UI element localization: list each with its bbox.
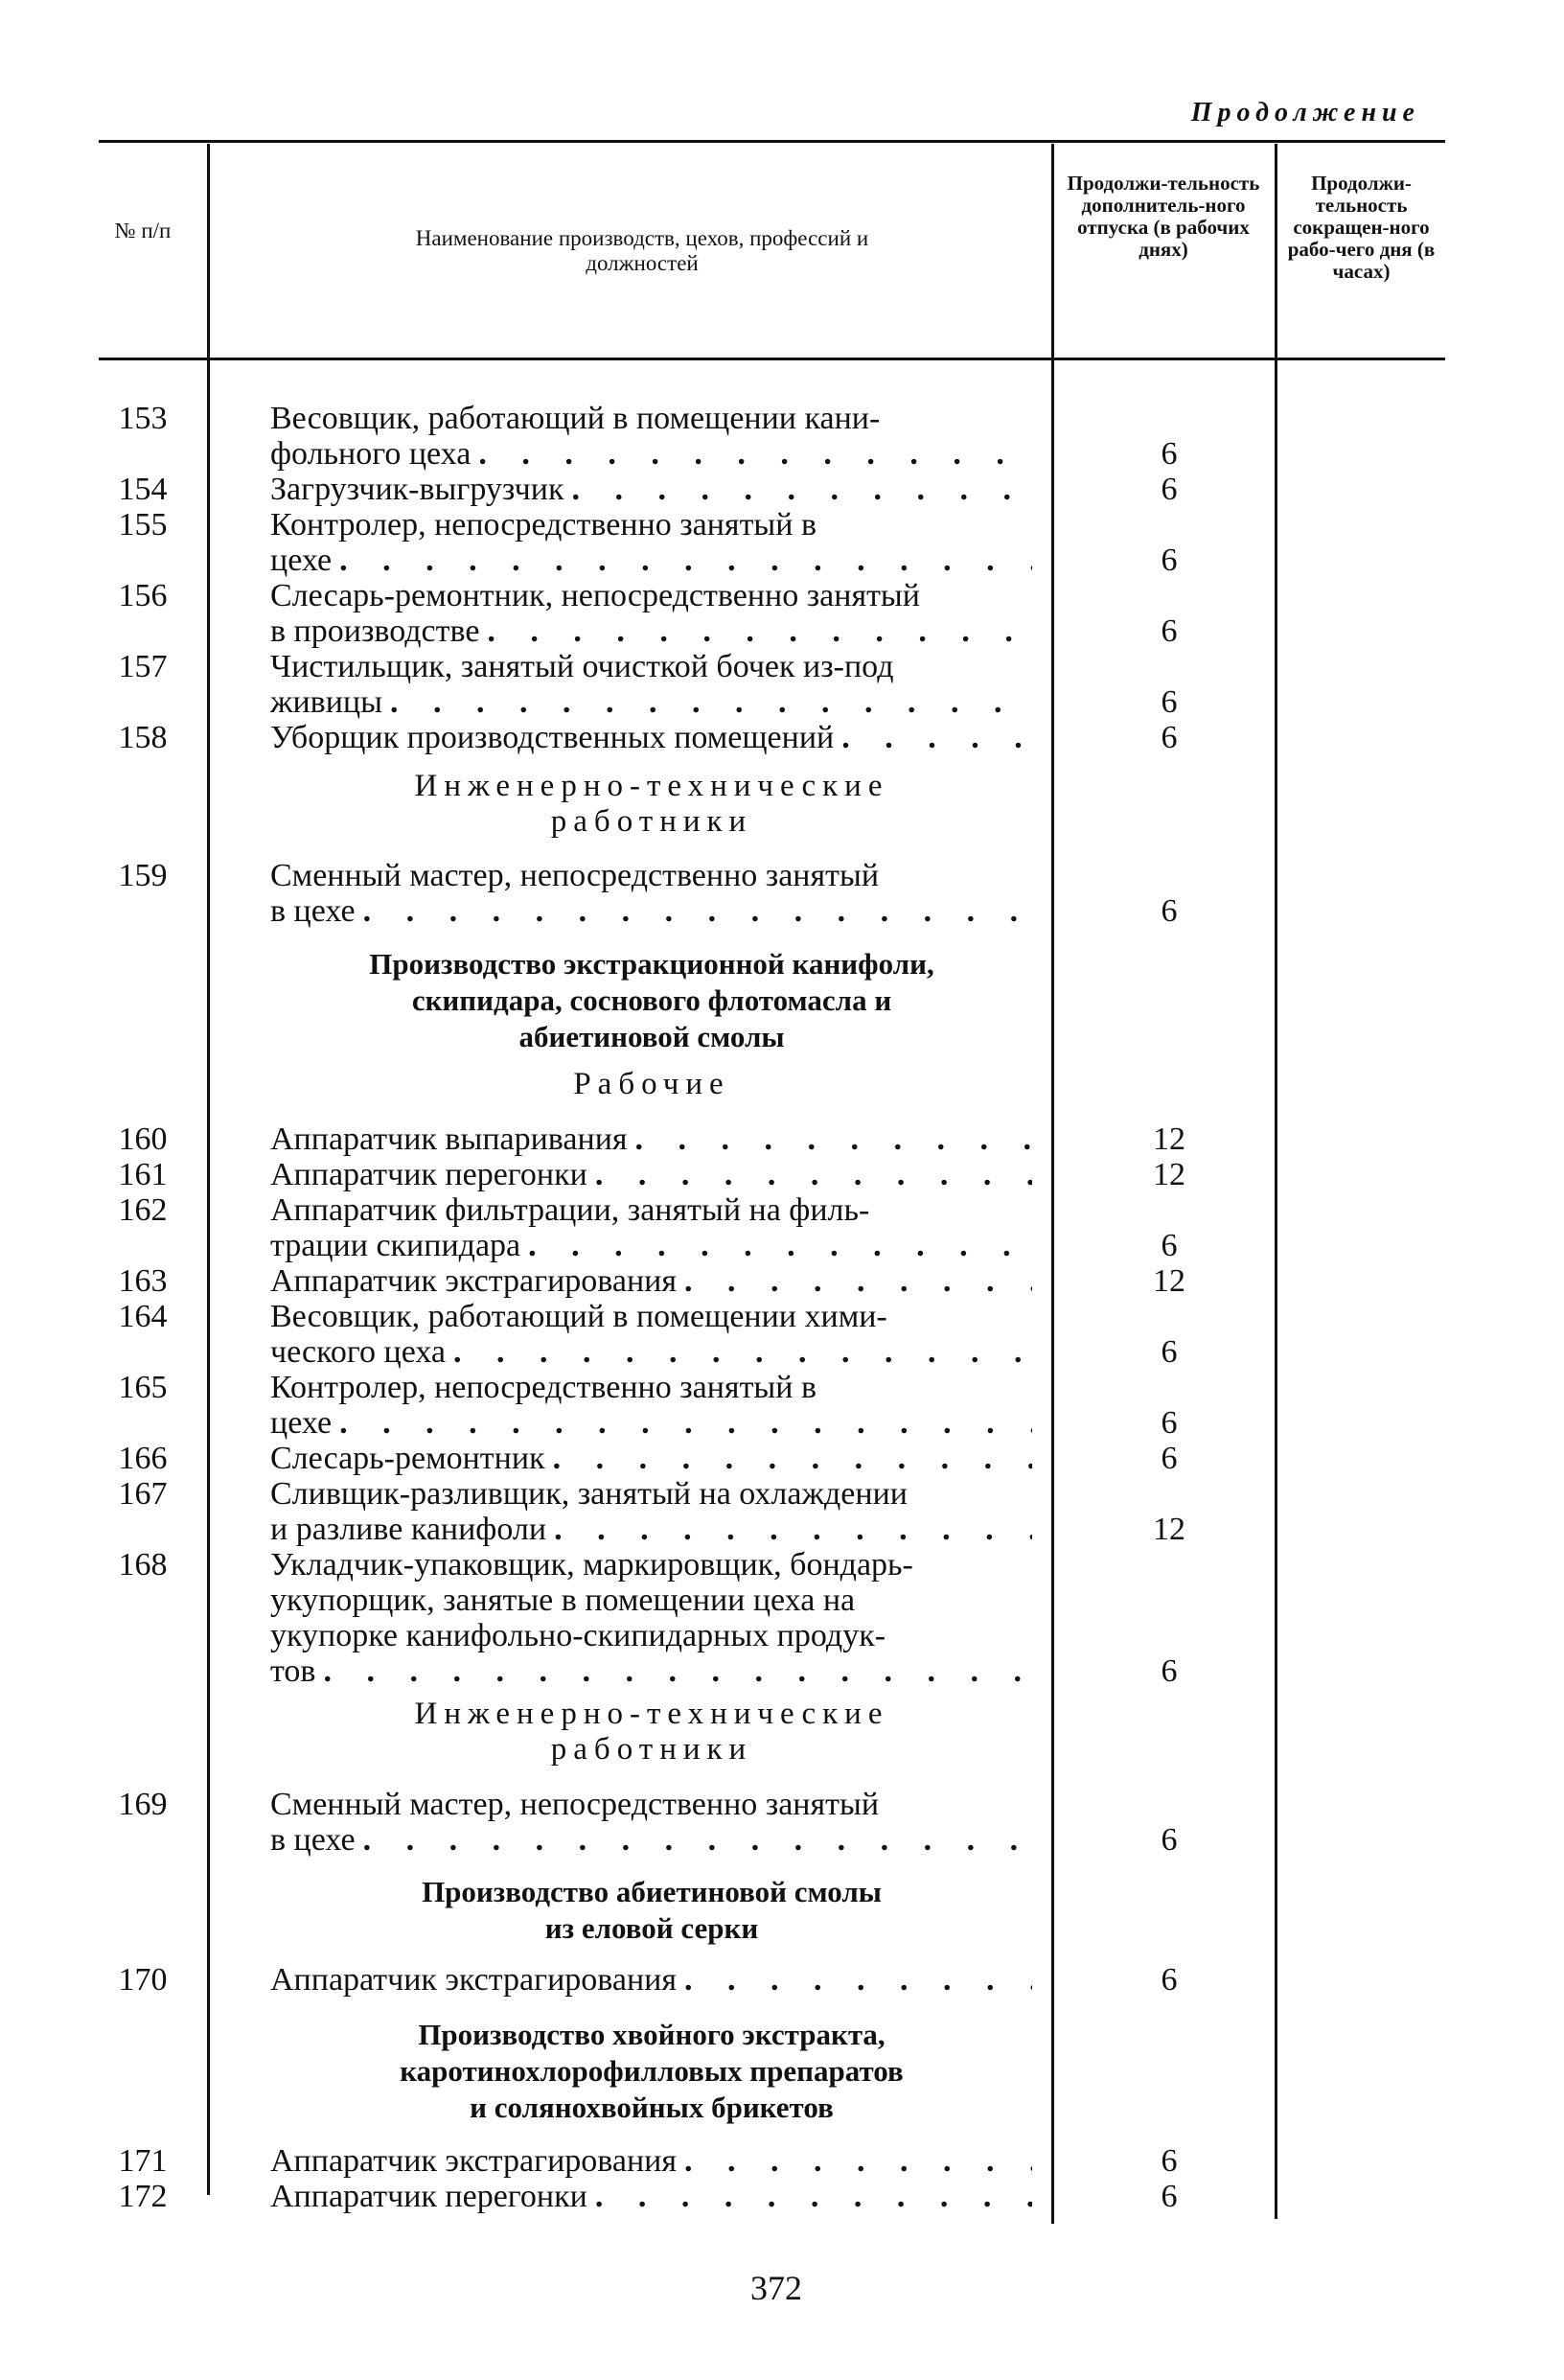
running-head: Продолжение <box>1190 98 1420 127</box>
row-name <box>270 1547 1032 1689</box>
row-number: 159 <box>118 858 168 893</box>
row-name <box>270 649 1032 720</box>
dot-leader <box>390 684 1032 720</box>
row-extra-leave-days: 6 <box>1161 1441 1178 1476</box>
row-name <box>270 1441 1032 1476</box>
row-name-line: Сменный мастер, непосредственно занятый <box>270 1787 880 1822</box>
header-col-short-day: Продолжи-тельность сокращен-ного рабо-чего дня (в часах) <box>1287 172 1436 283</box>
section-heading: скипидара, соснового флотомасла и <box>411 983 892 1017</box>
row-extra-leave-days: 6 <box>1161 613 1178 649</box>
row-number: 163 <box>118 1263 168 1299</box>
row-name-line: Контролер, непосредственно занятый в <box>270 507 817 543</box>
row-number: 154 <box>118 472 168 507</box>
row-name-line: Аппаратчик фильтрации, занятый на филь- <box>270 1192 870 1228</box>
row-name-line: Весовщик, работающий в помещении хими- <box>270 1299 887 1334</box>
row-name <box>270 1192 1032 1263</box>
header-bottom-rule <box>99 358 1445 360</box>
row-number: 172 <box>118 2179 168 2214</box>
dot-leader <box>571 472 1032 507</box>
row-number: 153 <box>118 401 168 436</box>
row-number: 161 <box>118 1157 168 1192</box>
row-extra-leave-days: 6 <box>1161 2179 1178 2214</box>
dot-leader <box>684 1962 1032 1998</box>
dot-leader <box>478 436 1032 472</box>
dot-leader <box>528 1228 1032 1263</box>
row-name-line: Аппаратчик экстрагирования <box>270 2143 678 2179</box>
row-number: 166 <box>118 1441 168 1476</box>
row-extra-leave-days: 12 <box>1153 1512 1185 1547</box>
row-name-line: Сменный мастер, непосредственно занятый <box>270 858 880 893</box>
row-extra-leave-days: 6 <box>1161 893 1178 929</box>
row-name <box>270 1962 1032 1998</box>
section-heading: Рабочие <box>573 1067 730 1101</box>
row-name <box>270 1476 1032 1547</box>
header-col-name: Наименование производств, цехов, профессий и должностей <box>415 226 869 275</box>
row-name-line: Уборщик производственных помещений <box>270 720 835 755</box>
section-heading: из еловой серки <box>544 1911 759 1945</box>
section-heading: абиетиновой смолы <box>518 1020 785 1053</box>
row-extra-leave-days: 6 <box>1161 1962 1178 1998</box>
row-name-line: ческого цеха <box>270 1334 446 1370</box>
row-name-line: Контролер, непосредственно занятый в <box>270 1370 817 1405</box>
row-name <box>270 720 1032 755</box>
row-name-line: Аппаратчик перегонки <box>270 2179 587 2214</box>
section-heading: Инженерно-технические <box>414 769 889 803</box>
row-extra-leave-days: 6 <box>1161 2143 1178 2179</box>
row-name-line: Аппаратчик перегонки <box>270 1157 587 1192</box>
dot-leader <box>339 543 1032 578</box>
table-top-rule <box>99 140 1445 143</box>
row-number: 157 <box>118 649 168 684</box>
section-heading: Производство хвойного экстракта, <box>418 2018 886 2051</box>
row-name-line: тов <box>270 1653 316 1689</box>
dot-leader <box>487 613 1032 649</box>
row-name-line: Аппаратчик выпаривания <box>270 1121 628 1157</box>
dot-leader <box>595 2179 1032 2214</box>
section-heading: Производство экстракционной канифоли, <box>369 947 934 981</box>
row-name <box>270 1157 1032 1192</box>
row-name <box>270 2143 1032 2179</box>
column-divider-3 <box>1275 144 1277 2219</box>
row-name-line: Аппаратчик экстрагирования <box>270 1263 678 1299</box>
section-heading: работники <box>550 804 753 839</box>
row-number: 158 <box>118 720 168 755</box>
row-number: 156 <box>118 578 168 613</box>
row-name-line: Загрузчик-выгрузчик <box>270 472 564 507</box>
row-extra-leave-days: 6 <box>1161 684 1178 720</box>
dot-leader <box>323 1653 1032 1689</box>
row-name <box>270 1263 1032 1299</box>
row-extra-leave-days: 12 <box>1153 1263 1185 1299</box>
row-extra-leave-days: 6 <box>1161 436 1178 472</box>
row-extra-leave-days: 6 <box>1161 472 1178 507</box>
dot-leader <box>684 2143 1032 2179</box>
row-name-line: и разливе канифоли <box>270 1512 547 1547</box>
row-name <box>270 1299 1032 1370</box>
row-name-line: живицы <box>270 684 382 720</box>
row-name <box>270 507 1032 578</box>
section-heading: работники <box>550 1732 753 1767</box>
row-number: 168 <box>118 1547 168 1583</box>
row-name-line: в цехе <box>270 1822 356 1858</box>
column-divider-1 <box>207 144 210 2195</box>
row-name <box>270 1121 1032 1157</box>
dot-leader <box>841 720 1032 755</box>
row-name <box>270 858 1032 929</box>
dot-leader <box>363 893 1032 929</box>
row-extra-leave-days: 6 <box>1161 543 1178 578</box>
row-name <box>270 578 1032 649</box>
row-name-line: фольного цеха <box>270 436 472 472</box>
row-name-line: Слесарь-ремонтник <box>270 1441 545 1476</box>
row-number: 164 <box>118 1299 168 1334</box>
dot-leader <box>684 1263 1032 1299</box>
row-name-line: Слесарь-ремонтник, непосредственно занятый <box>270 578 920 613</box>
row-number: 167 <box>118 1476 168 1512</box>
row-extra-leave-days: 12 <box>1153 1121 1185 1157</box>
row-name <box>270 2179 1032 2214</box>
section-heading: Инженерно-технические <box>414 1697 889 1731</box>
row-number: 162 <box>118 1192 168 1228</box>
row-number: 171 <box>118 2143 168 2179</box>
dot-leader <box>595 1157 1032 1192</box>
row-extra-leave-days: 12 <box>1153 1157 1185 1192</box>
row-number: 160 <box>118 1121 168 1157</box>
row-name-line: Аппаратчик экстрагирования <box>270 1962 678 1998</box>
row-extra-leave-days: 6 <box>1161 1228 1178 1263</box>
dot-leader <box>453 1334 1032 1370</box>
section-heading: каротинохлорофилловых препаратов <box>400 2054 904 2088</box>
row-name <box>270 472 1032 507</box>
row-name-line: укупорке канифольно-скипидарных продук- <box>270 1618 886 1653</box>
row-number: 155 <box>118 507 168 543</box>
page-number: 372 <box>750 2269 802 2307</box>
section-heading: и солянохвойных брикетов <box>470 2091 834 2124</box>
row-name-line: Сливщик-разливщик, занятый на охлаждении <box>270 1476 908 1512</box>
row-name-line: цехе <box>270 543 333 578</box>
row-extra-leave-days: 6 <box>1161 720 1178 755</box>
dot-leader <box>363 1822 1032 1858</box>
section-heading: Производство абиетиновой смолы <box>422 1875 882 1908</box>
row-name-line: цехе <box>270 1405 333 1441</box>
row-name-line: укупорщик, занятые в помещении цеха на <box>270 1583 856 1618</box>
dot-leader <box>554 1512 1032 1547</box>
row-name-line: в производстве <box>270 613 480 649</box>
row-extra-leave-days: 6 <box>1161 1405 1178 1441</box>
dot-leader <box>553 1441 1032 1476</box>
row-name-line: Весовщик, работающий в помещении кани- <box>270 401 881 436</box>
row-number: 170 <box>118 1962 168 1998</box>
row-number: 169 <box>118 1787 168 1822</box>
row-name-line: в цехе <box>270 893 356 929</box>
dot-leader <box>339 1405 1032 1441</box>
row-extra-leave-days: 6 <box>1161 1334 1178 1370</box>
dot-leader <box>635 1121 1032 1157</box>
row-name <box>270 1787 1032 1858</box>
row-name <box>270 1370 1032 1441</box>
row-name-line: Чистильщик, занятый очисткой бочек из-под <box>270 649 894 684</box>
row-number: 165 <box>118 1370 168 1405</box>
row-extra-leave-days: 6 <box>1161 1822 1178 1858</box>
header-col-number: № п/п <box>114 219 172 243</box>
row-name-line: Укладчик-упаковщик, маркировщик, бондарь- <box>270 1547 913 1583</box>
row-extra-leave-days: 6 <box>1161 1653 1178 1689</box>
row-name-line: трации скипидара <box>270 1228 521 1263</box>
row-name <box>270 401 1032 472</box>
header-col-extra-leave: Продолжи-тельность дополнитель-ного отпуска (в рабочих днях) <box>1067 172 1260 261</box>
